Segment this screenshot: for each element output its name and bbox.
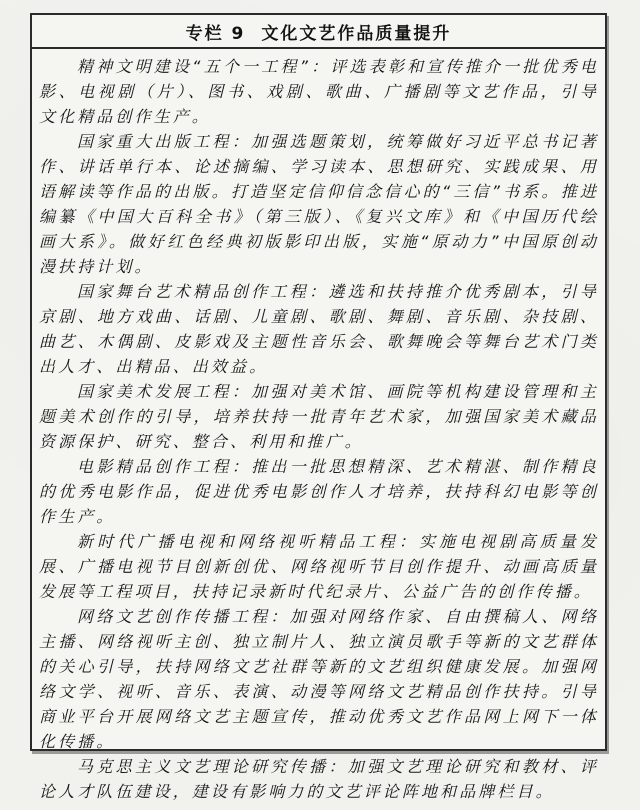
column-panel (30, 13, 607, 801)
paragraph-film-project: 电影精品创作工程：推出一批思想精深、艺术精湛、制作精良的优秀电影作品，促进优秀电影创作人才培养，扶持科幻电影等创作生产。 (39, 457, 599, 526)
panel-title (32, 15, 605, 49)
panel-title-label: 专栏 9 (185, 23, 246, 44)
panel-title-text: 文化文艺作品质量提升 (261, 23, 452, 44)
paragraph-marxist-theory-research: 马克思主义文艺理论研究传播：加强文艺理论研究和教材、评论人才队伍建设，建设有影响力的文艺评论阵地和品牌栏目。 (39, 757, 599, 801)
paragraph-fine-arts-project: 国家美术发展工程：加强对美术馆、画院等机构建设管理和主题美术创作的引导，培养扶持一批青年艺术家，加强国家美术藏品资源保护、研究、整合、利用和推广。 (39, 382, 599, 451)
paragraph-wuge-yi-project: 精神文明建设“五个一工程”：评选表彰和宣传推介一批优秀电影、电视剧（片）、图书、戏剧、歌曲、广播剧等文艺作品，引导文化精品创作生产。 (39, 57, 599, 126)
paragraph-stage-art-project: 国家舞台艺术精品创作工程：遴选和扶持推介优秀剧本，引导京剧、地方戏曲、话剧、儿童剧、歌剧、舞剧、音乐剧、杂技剧、曲艺、木偶剧、皮影戏及主题性音乐会、歌舞晚会等舞台艺术门类出人才、出精品、出效益。 (39, 282, 599, 376)
paragraph-broadcast-online-av-project: 新时代广播电视和网络视听精品工程：实施电视剧高质量发展、广播电视节目创新创优、网络视听节目创作提升、动画高质量发展等工程项目，扶持记录新时代纪录片、公益广告的创作传播。 (39, 532, 599, 601)
paragraph-online-literature-art-project: 网络文艺创作传播工程：加强对网络作家、自由撰稿人、网络主播、网络视听主创、独立制片人、独立演员歌手等新的文艺群体的关心引导，扶持网络文艺社群等新的文艺组织健康发展。加强网络文学、视听、音乐、表演、动漫等网络文艺精品创作扶持。引导商业平台开展网络文艺主题宣传，推动优秀文艺作品网上网下一体化传播。 (39, 607, 599, 751)
panel-body (32, 49, 605, 810)
paragraph-national-publishing-project: 国家重大出版工程：加强选题策划，统筹做好习近平总书记著作、讲话单行本、论述摘编、学习读本、思想研究、实践成果、用语解读等作品的出版。打造坚定信仰信念信心的“三信”书系。推进编纂《中国大百科全书》（第三版）、《复兴文库》和《中国历代绘画大系》。做好红色经典初版影印出版，实施“原动力”中国原创动漫扶持计划。 (39, 132, 599, 276)
